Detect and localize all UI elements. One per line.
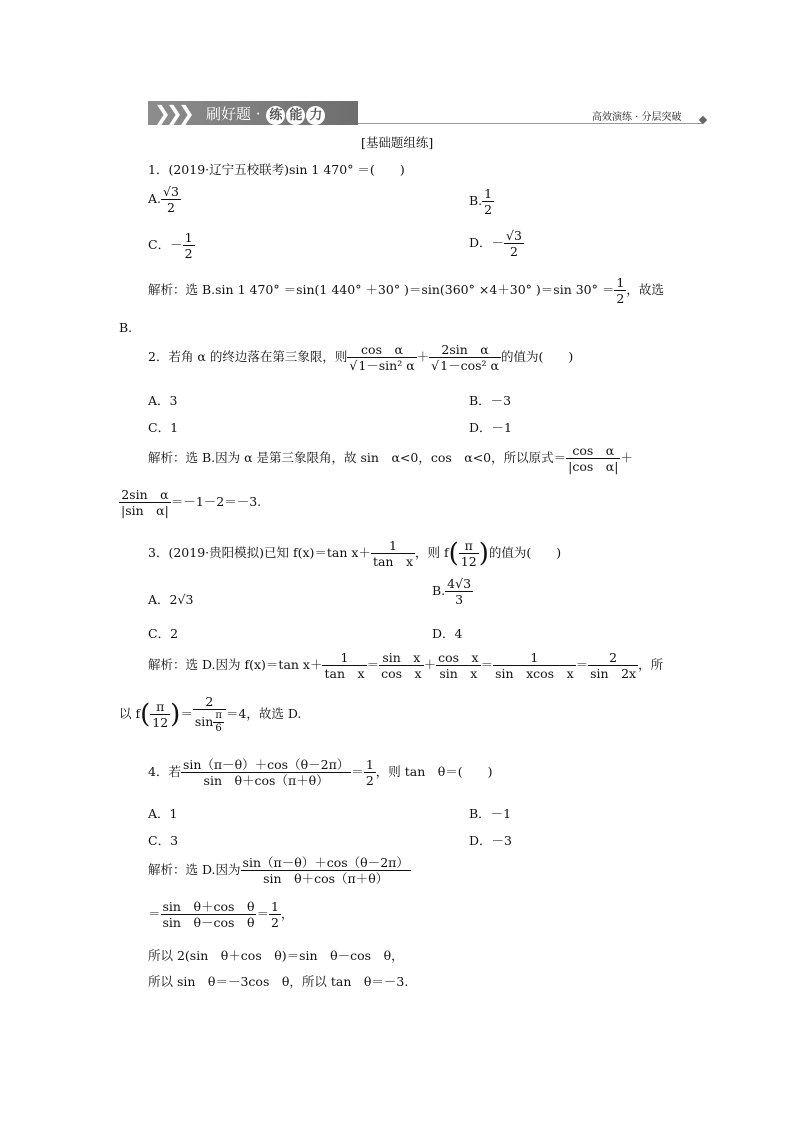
- numerator: √3: [506, 228, 522, 243]
- fraction: [504, 228, 524, 259]
- banner-left-text: 刷好题: [206, 105, 252, 123]
- q4-solution-line4: 所以 sin θ＝－3cos θ，所以 tan θ＝－3.: [148, 974, 409, 989]
- denominator: √1－sin² α: [349, 358, 415, 373]
- q2-option-c: C．1: [148, 420, 179, 435]
- fraction: [588, 650, 638, 681]
- denominator: 2: [167, 200, 175, 215]
- denominator: 2: [184, 246, 193, 261]
- solution-text: ，故选: [626, 282, 664, 297]
- numerator: cos α: [347, 342, 416, 358]
- chevron-right-icon: ❯: [178, 101, 195, 125]
- denominator: 2: [271, 915, 279, 930]
- q4-option-a: A．1: [148, 806, 178, 821]
- q1-option-d: [469, 228, 524, 259]
- q4-solution-line3: 所以 2(sin θ＋cos θ)＝sin θ－cos θ，: [148, 948, 404, 963]
- fraction: [482, 186, 494, 217]
- option-label: B.: [469, 193, 483, 208]
- q1-stem: 1．(2019·辽宁五校联考)sin 1 470° ＝( ): [148, 162, 405, 177]
- fraction: [379, 650, 424, 681]
- operator: ＝: [480, 657, 494, 672]
- stem-text: 的值为( ): [488, 545, 562, 560]
- q3-option-b: [432, 576, 473, 607]
- radicand: 1－sin² α: [358, 358, 415, 373]
- numerator: 2sin α: [119, 487, 171, 503]
- numerator: 1: [322, 650, 366, 666]
- banner-circle-char: 练: [266, 106, 285, 125]
- denominator: sin θ＋cos（π＋θ）: [203, 773, 329, 788]
- denominator: 3: [455, 592, 464, 607]
- q3-solution-cont: [119, 694, 301, 735]
- operator: ＝: [256, 906, 269, 921]
- q3-option-d: D．4: [432, 626, 463, 641]
- fraction: [493, 650, 576, 681]
- denominator: 2: [510, 244, 518, 259]
- fraction: [445, 576, 473, 607]
- numerator: 2sin α: [429, 342, 501, 358]
- numerator: 1: [371, 538, 415, 554]
- numerator: 1: [271, 899, 279, 914]
- option-label: A.: [148, 191, 162, 206]
- q4-solution: [148, 855, 411, 886]
- fraction: [269, 899, 281, 930]
- numerator: sin（π－θ）＋cos（θ－2π）: [182, 757, 350, 772]
- banner-circle-char: 力: [306, 106, 325, 125]
- denominator: 2: [616, 291, 625, 306]
- chevron-right-icon: ❯: [166, 101, 183, 125]
- denominator: sin 2x: [590, 666, 637, 681]
- fraction: [161, 899, 257, 930]
- banner-title: [206, 103, 325, 125]
- fraction: [181, 757, 351, 788]
- numerator: 1: [493, 650, 576, 666]
- denominator: 2: [484, 202, 493, 217]
- denominator: tan x: [324, 666, 365, 681]
- fraction: [183, 230, 195, 261]
- denominator: 12: [460, 554, 477, 569]
- q1-option-a: [148, 184, 181, 215]
- q1-solution-end: B.: [119, 320, 133, 335]
- numerator: 4√3: [447, 576, 472, 591]
- stem-text: 3．(2019·贵阳模拟)已知 f(x)＝tan x＋: [148, 545, 371, 560]
- numerator: sin x: [379, 650, 424, 666]
- solution-text: 解析：选 B.sin 1 470° ＝sin(1 440° ＋30° )＝sin(360° ×4＋30° )＝sin 30° ＝: [148, 282, 615, 297]
- q3-option-c: C．2: [148, 626, 179, 641]
- operator: ＝: [575, 657, 589, 672]
- fraction: [459, 538, 479, 569]
- q1-option-b: [469, 186, 494, 217]
- q1-solution: [148, 275, 664, 306]
- numerator: √3: [163, 184, 179, 199]
- q2-option-b: B．－3: [469, 393, 512, 408]
- numerator: sin（π－θ）＋cos（θ－2π）: [242, 855, 409, 870]
- fraction: [193, 694, 226, 735]
- operator: ＝: [351, 764, 364, 779]
- denominator: sin θ－cos θ: [162, 915, 255, 930]
- denominator: |sin α|: [121, 503, 169, 518]
- denominator: sin x: [439, 666, 478, 681]
- numerator: 2: [588, 650, 638, 666]
- sin-text: sin: [194, 714, 214, 729]
- denominator: √1－cos² α: [431, 358, 499, 373]
- fraction: [371, 538, 415, 569]
- fraction: [119, 487, 171, 518]
- denominator: sin xcos x: [495, 666, 574, 681]
- solution-text: ＝－1－2＝－3.: [170, 494, 262, 509]
- stem-text: ，则 f: [415, 545, 449, 560]
- banner-circle-char: 能: [286, 106, 305, 125]
- q4-option-d: D．－3: [469, 833, 512, 848]
- numerator: 1: [184, 230, 193, 245]
- numerator: π: [150, 699, 170, 715]
- chevron-right-icon: ❯: [154, 101, 171, 125]
- denominator: 12: [152, 715, 169, 730]
- operator: ＋: [423, 657, 437, 672]
- paren-open: (: [448, 538, 459, 569]
- numerator: 2: [193, 694, 226, 710]
- operator: ＝: [148, 906, 161, 921]
- fraction: [161, 184, 181, 215]
- solution-text: 解析：选 B.因为 α 是第三象限角，故 sin α<0，cos α<0，所以原式＝: [148, 450, 567, 465]
- q2-option-d: D．－1: [469, 420, 512, 435]
- q2-solution: [148, 443, 633, 474]
- denominator: 6: [215, 723, 222, 734]
- banner-dot: ·: [255, 105, 261, 123]
- fraction: [566, 443, 620, 474]
- q2-stem: [148, 342, 573, 373]
- numerator: sin θ＋cos θ: [162, 899, 255, 914]
- numerator: 1: [484, 186, 493, 201]
- fraction: [614, 275, 626, 306]
- solution-text: 解析：选 D.因为 f(x)＝tan x＋: [148, 657, 323, 672]
- paren-close: ): [478, 538, 489, 569]
- fraction: [213, 710, 224, 735]
- fraction: [436, 650, 481, 681]
- numerator: cos x: [438, 650, 479, 665]
- option-label: B.: [432, 583, 446, 598]
- paren-close: ): [170, 699, 181, 730]
- denominator: sin θ＋cos（π＋θ）: [263, 871, 389, 886]
- q3-option-a: A．2√3: [148, 592, 194, 607]
- fraction: [322, 650, 366, 681]
- numerator: π: [215, 710, 222, 721]
- q4-stem: [148, 757, 493, 788]
- operator: ＝: [366, 657, 380, 672]
- fraction: [347, 342, 416, 373]
- q2-solution-cont: [119, 487, 261, 518]
- solution-text: ，所: [638, 657, 664, 672]
- fraction: [364, 757, 376, 788]
- stem-text: 4．若: [148, 764, 181, 779]
- operator: ＝: [180, 706, 193, 721]
- q3-stem: [148, 538, 561, 569]
- paren-open: (: [140, 699, 151, 730]
- q1-option-c: [148, 230, 195, 261]
- section-banner: [148, 101, 358, 125]
- header-rule: [358, 123, 703, 124]
- stem-text: 2．若角 α 的终边落在第三象限，则: [148, 349, 348, 364]
- solution-text: ＝4，故选 D.: [225, 706, 302, 721]
- stem-text: ，则 tan θ＝( ): [375, 764, 493, 779]
- stem-text: 的值为( ): [500, 349, 574, 364]
- option-label: C．－: [148, 237, 183, 252]
- q2-option-a: A．3: [148, 393, 178, 408]
- numerator: 1: [616, 275, 625, 290]
- operator: ＋: [416, 349, 430, 364]
- denominator: cos x: [381, 666, 422, 681]
- denominator: [193, 710, 226, 735]
- denominator: |cos α|: [568, 459, 619, 474]
- operator: ＋: [620, 450, 633, 465]
- section-title: [基础题组练]: [361, 135, 434, 150]
- q4-option-c: C．3: [148, 833, 179, 848]
- solution-text: 以 f: [119, 706, 141, 721]
- fraction: [241, 855, 411, 886]
- numerator: 1: [365, 757, 374, 772]
- solution-text: 解析：选 D.因为: [148, 862, 241, 877]
- option-label: D．－: [469, 235, 505, 250]
- q4-solution-line2: [148, 899, 293, 930]
- q3-solution: [148, 650, 663, 681]
- numerator: cos α: [566, 443, 620, 459]
- denominator: 2: [365, 773, 374, 788]
- radicand: 1－cos² α: [440, 358, 499, 373]
- q4-option-b: B．－1: [469, 806, 512, 821]
- header-tagline: 高效演练 · 分层突破: [592, 112, 682, 123]
- solution-text: ，: [280, 906, 294, 921]
- numerator: π: [459, 538, 479, 554]
- denominator: tan x: [372, 554, 414, 569]
- fraction: [429, 342, 501, 373]
- fraction: [150, 699, 170, 730]
